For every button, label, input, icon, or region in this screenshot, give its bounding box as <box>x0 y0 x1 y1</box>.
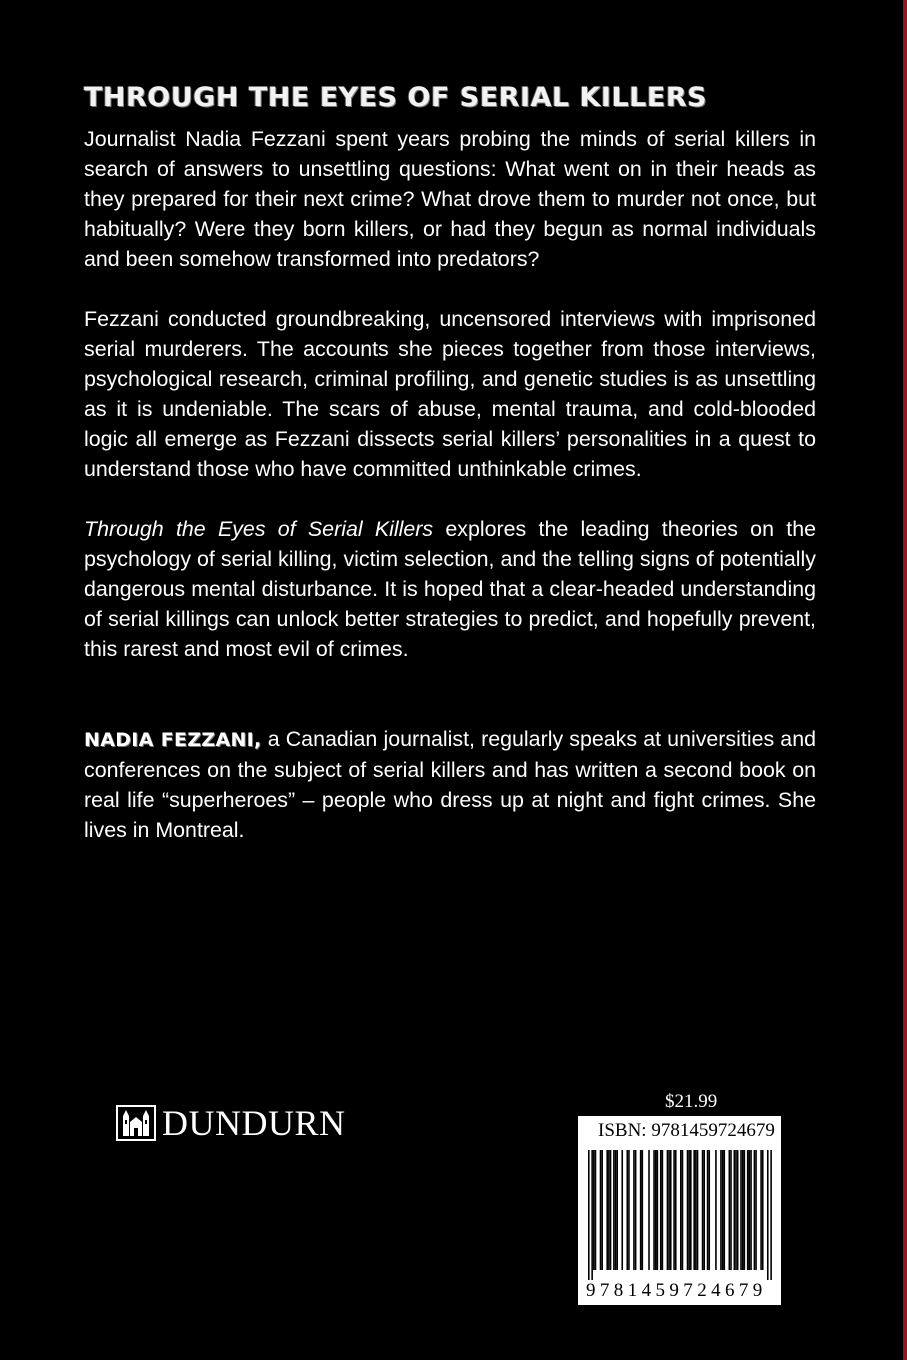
author-bio <box>84 724 816 845</box>
cathedral-icon <box>116 1105 156 1141</box>
barcode-bar <box>708 1150 710 1270</box>
barcode-bar <box>657 1150 659 1270</box>
barcode-bar <box>655 1150 657 1270</box>
barcode-bar <box>680 1150 682 1270</box>
barcode-bar <box>693 1150 695 1270</box>
barcode-bar <box>747 1150 749 1270</box>
barcode-bar <box>742 1150 744 1270</box>
barcode-bar <box>642 1150 644 1270</box>
barcode-bar <box>673 1150 675 1270</box>
barcode-bar <box>688 1150 690 1270</box>
barcode-bar <box>740 1150 742 1270</box>
barcode-bar <box>729 1150 731 1270</box>
publisher-logo-block <box>116 1102 346 1144</box>
book-title: THROUGH THE EYES OF SERIAL KILLERS <box>84 82 708 113</box>
barcode-bar <box>703 1150 705 1270</box>
barcode-bar <box>735 1150 737 1270</box>
barcode-bar <box>723 1150 725 1270</box>
barcode-bar <box>615 1150 617 1270</box>
barcode-bar <box>591 1150 593 1280</box>
barcode-bar <box>734 1150 736 1270</box>
barcode-bar <box>640 1150 642 1270</box>
italic-book-title: Through the Eyes of Serial Killers <box>84 517 434 541</box>
barcode-bar <box>660 1150 662 1270</box>
publisher-name: DUNDURN <box>162 1103 346 1143</box>
barcode-bar <box>720 1150 722 1270</box>
barcode-bar <box>653 1150 655 1270</box>
barcode-image <box>588 1150 772 1280</box>
barcode-bar <box>633 1150 635 1270</box>
barcode-bar <box>749 1150 751 1270</box>
barcode-bar <box>662 1150 664 1270</box>
barcode-bar <box>722 1150 724 1270</box>
barcode-bar <box>715 1150 717 1270</box>
barcode-box <box>578 1116 781 1305</box>
barcode-bar <box>595 1150 597 1270</box>
barcode-bar <box>737 1150 739 1270</box>
barcode-bar <box>670 1150 672 1270</box>
barcode-bar <box>707 1150 709 1270</box>
barcode-bar <box>690 1150 692 1270</box>
barcode-bar <box>608 1150 610 1270</box>
barcode-bar <box>628 1150 630 1270</box>
barcode-bar <box>754 1150 756 1270</box>
barcode-bar <box>744 1150 746 1270</box>
barcode-bar <box>770 1150 772 1280</box>
barcode-digits: 9781459724679 <box>586 1280 767 1301</box>
barcode-bar <box>588 1150 590 1280</box>
barcode-bar <box>635 1150 637 1270</box>
barcode-bar <box>610 1150 612 1270</box>
barcode-bar <box>730 1150 732 1270</box>
blurb-paragraph-3-text: explores the leading theories on the psychology of serial killing, victim selection, and the telling signs of potentially dangerous mental disturbance. It is hoped that a clear-headed understanding of serial killings can unlock better strategies to predict, and hopefully prevent, this rarest and most evil of crimes. <box>84 517 816 661</box>
back-cover-text <box>84 78 816 845</box>
barcode-bar <box>762 1150 764 1270</box>
barcode-bar <box>667 1150 669 1270</box>
barcode-bar <box>760 1150 762 1270</box>
price: $21.99 <box>665 1091 718 1112</box>
barcode-bar <box>750 1150 752 1270</box>
barcode-bar <box>601 1150 603 1270</box>
barcode-bar <box>616 1150 618 1270</box>
blurb-paragraph-2: Fezzani conducted groundbreaking, uncensored interviews with imprisoned serial murderers. The accounts she pieces together from those interviews, psychological research, criminal profiling, and genetic studies is as unsettling as it is undeniable. The scars of abuse, mental trauma, and cold-blooded logic all emerge as Fezzani dissects serial killers’ personalities in a quest to understand those who have committed unthinkable crimes. <box>84 307 816 481</box>
barcode-bar <box>702 1150 704 1270</box>
barcode-bar <box>600 1150 602 1270</box>
isbn-label: ISBN: 9781459724679 <box>598 1120 775 1141</box>
barcode-bar <box>621 1150 623 1270</box>
barcode-bar <box>648 1150 650 1270</box>
barcode-bar <box>593 1150 595 1270</box>
author-bio-text: a Canadian journalist, regularly speaks at universities and conferences on the subject of serial killers and has written a second book on real life “superheroes” – people who dress up at night and fight crimes. She lives in Montreal. <box>84 727 816 842</box>
barcode-bar <box>695 1150 697 1270</box>
barcode-bar <box>668 1150 670 1270</box>
barcode-bar <box>755 1150 757 1270</box>
barcode-bar <box>697 1150 699 1270</box>
author-name: NADIA FEZZANI, <box>84 729 262 751</box>
blurb-paragraph-1: Journalist Nadia Fezzani spent years probing the minds of serial killers in search of answers to unsettling questions: What went on in their heads as they prepared for their next crime? What drove them to murder not once, but habitually? Were they born killers, or had they begun as normal individuals and been somehow transformed into predators? <box>84 127 816 271</box>
barcode-bar <box>606 1150 608 1270</box>
barcode-bar <box>675 1150 677 1270</box>
barcode-bar <box>767 1150 769 1280</box>
spine-edge-line <box>903 0 907 1360</box>
barcode-bar <box>682 1150 684 1270</box>
barcode-bar <box>613 1150 615 1270</box>
blurb-paragraph-3 <box>84 514 816 664</box>
barcode-bar <box>687 1150 689 1270</box>
barcode-bar <box>626 1150 628 1270</box>
